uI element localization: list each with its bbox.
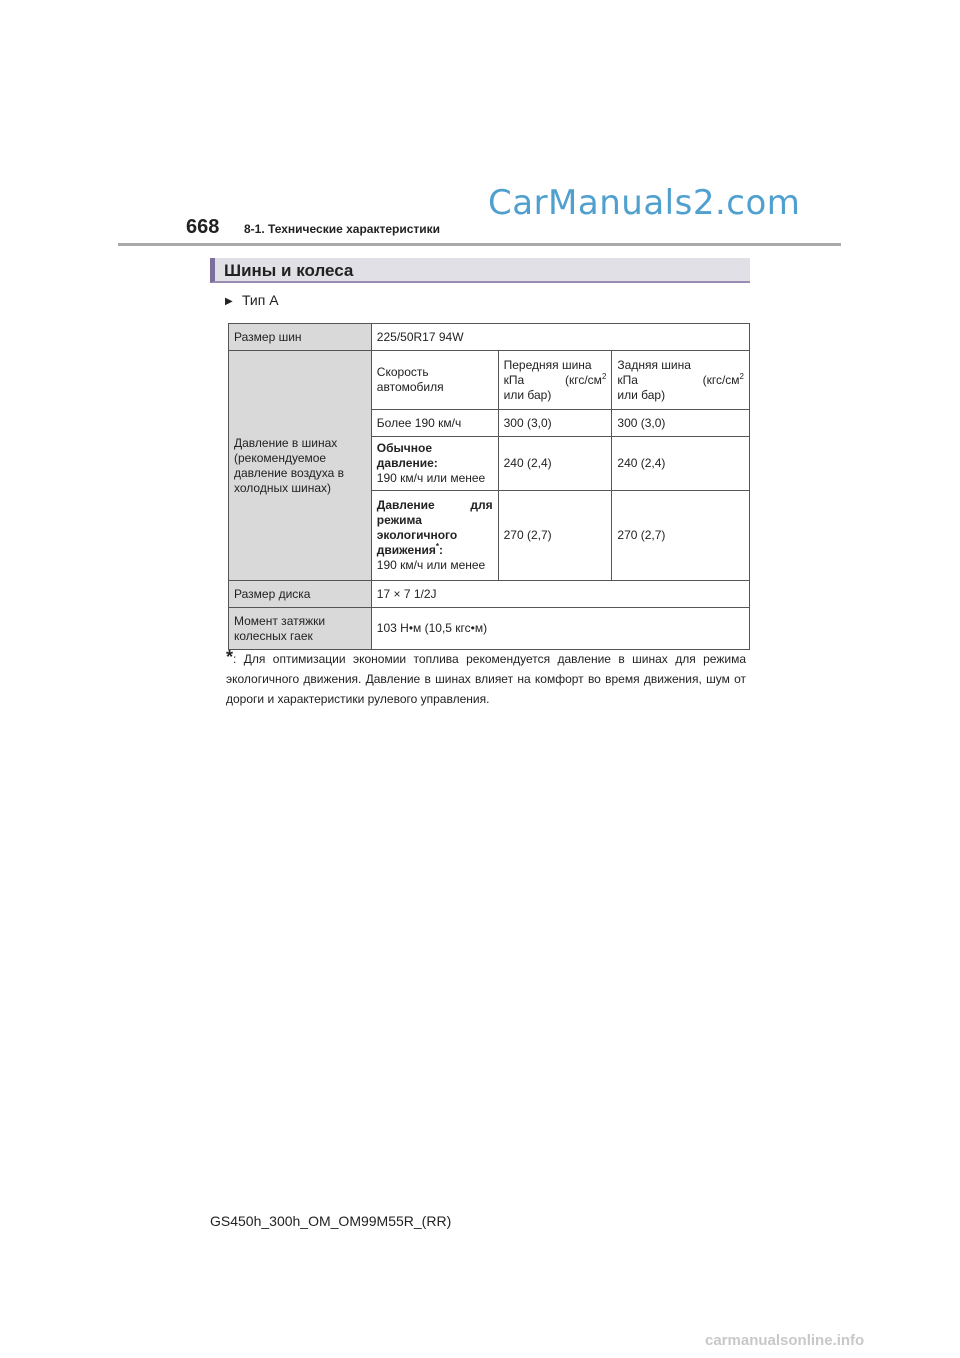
section-title: 8-1. Технические характеристики (244, 222, 441, 236)
superscript-2: 2 (739, 371, 744, 381)
rim-size-label: Размер диска (229, 581, 372, 608)
table-row (229, 581, 750, 608)
footnote (226, 647, 746, 709)
torque-value: 103 Н•м (10,5 кгс•м) (371, 608, 749, 650)
rear-header-line1: Задняя шина (617, 357, 691, 372)
eco-label-line4: движения (376, 543, 436, 557)
front-header-unit-kgf: (кгс/см (564, 372, 602, 387)
rim-size-value: 17 × 7 1/2J (371, 581, 749, 608)
front-header-line3: или бар) (503, 387, 552, 402)
eco-label-line3: экологичного (376, 528, 458, 542)
normal-pressure-label: Обычное давление: (376, 441, 438, 470)
section-heading: Шины и колеса (224, 261, 354, 280)
footnote-star-icon: * (435, 542, 439, 551)
rear-pressure-cell: 240 (2,4) (612, 437, 750, 491)
footnote-star-icon: * (226, 647, 234, 667)
watermark-footer: carmanualsonline.info (705, 1332, 865, 1349)
rear-tire-header (612, 351, 750, 410)
eco-colon: : (438, 543, 443, 557)
front-pressure-cell: 300 (3,0) (498, 410, 612, 437)
table-row (229, 324, 750, 351)
footnote-text: : Для оптимизации экономии топлива рекомендуется давление в шинах для режима экологичного движения. Давление в шинах влияет на комфорт во время движения, шум от дороги и характеристики рулевого управления. (226, 652, 746, 706)
normal-speed: 190 км/ч или менее (376, 471, 486, 485)
speed-header: Скорость автомобиля (371, 351, 498, 410)
front-tire-header (498, 351, 612, 410)
page-number: 668 (186, 216, 220, 238)
rear-header-line3: или бар) (617, 387, 666, 402)
eco-speed-cell (371, 491, 498, 581)
eco-label-word1: Давление (376, 498, 435, 512)
tire-size-value: 225/50R17 94W (371, 324, 749, 351)
eco-label-line2: режима (376, 513, 422, 527)
tire-spec-table (228, 323, 750, 650)
header-divider (118, 243, 841, 246)
rear-header-unit-kpa: кПа (617, 372, 638, 387)
pressure-label: Давление в шинах (рекомендуемое давление воздуха в холодных шинах) (229, 351, 372, 581)
table-row (229, 351, 750, 410)
eco-speed: 190 км/ч или менее (376, 558, 486, 572)
front-pressure-cell: 270 (2,7) (498, 491, 612, 581)
front-header-line1: Передняя шина (503, 357, 592, 372)
eco-label-word2: для (470, 498, 493, 512)
tire-size-label: Размер шин (229, 324, 372, 351)
superscript-2: 2 (601, 371, 607, 381)
speed-cell: Более 190 км/ч (371, 410, 498, 437)
table-row (229, 608, 750, 650)
speed-cell (371, 437, 498, 491)
watermark-logo: CarManuals2.com (488, 183, 801, 223)
rear-pressure-cell: 300 (3,0) (612, 410, 750, 437)
front-header-unit-kpa: кПа (503, 372, 525, 387)
rear-header-unit-kgf: (кгс/см (702, 372, 740, 387)
rear-pressure-cell: 270 (2,7) (612, 491, 750, 581)
torque-label: Момент затяжки колесных гаек (229, 608, 372, 650)
type-label: Тип A (242, 292, 279, 308)
triangle-bullet-icon: ▶ (225, 296, 233, 307)
front-pressure-cell: 240 (2,4) (498, 437, 612, 491)
footer-document-code: GS450h_300h_OM_OM99M55R_(RR) (210, 1213, 452, 1229)
